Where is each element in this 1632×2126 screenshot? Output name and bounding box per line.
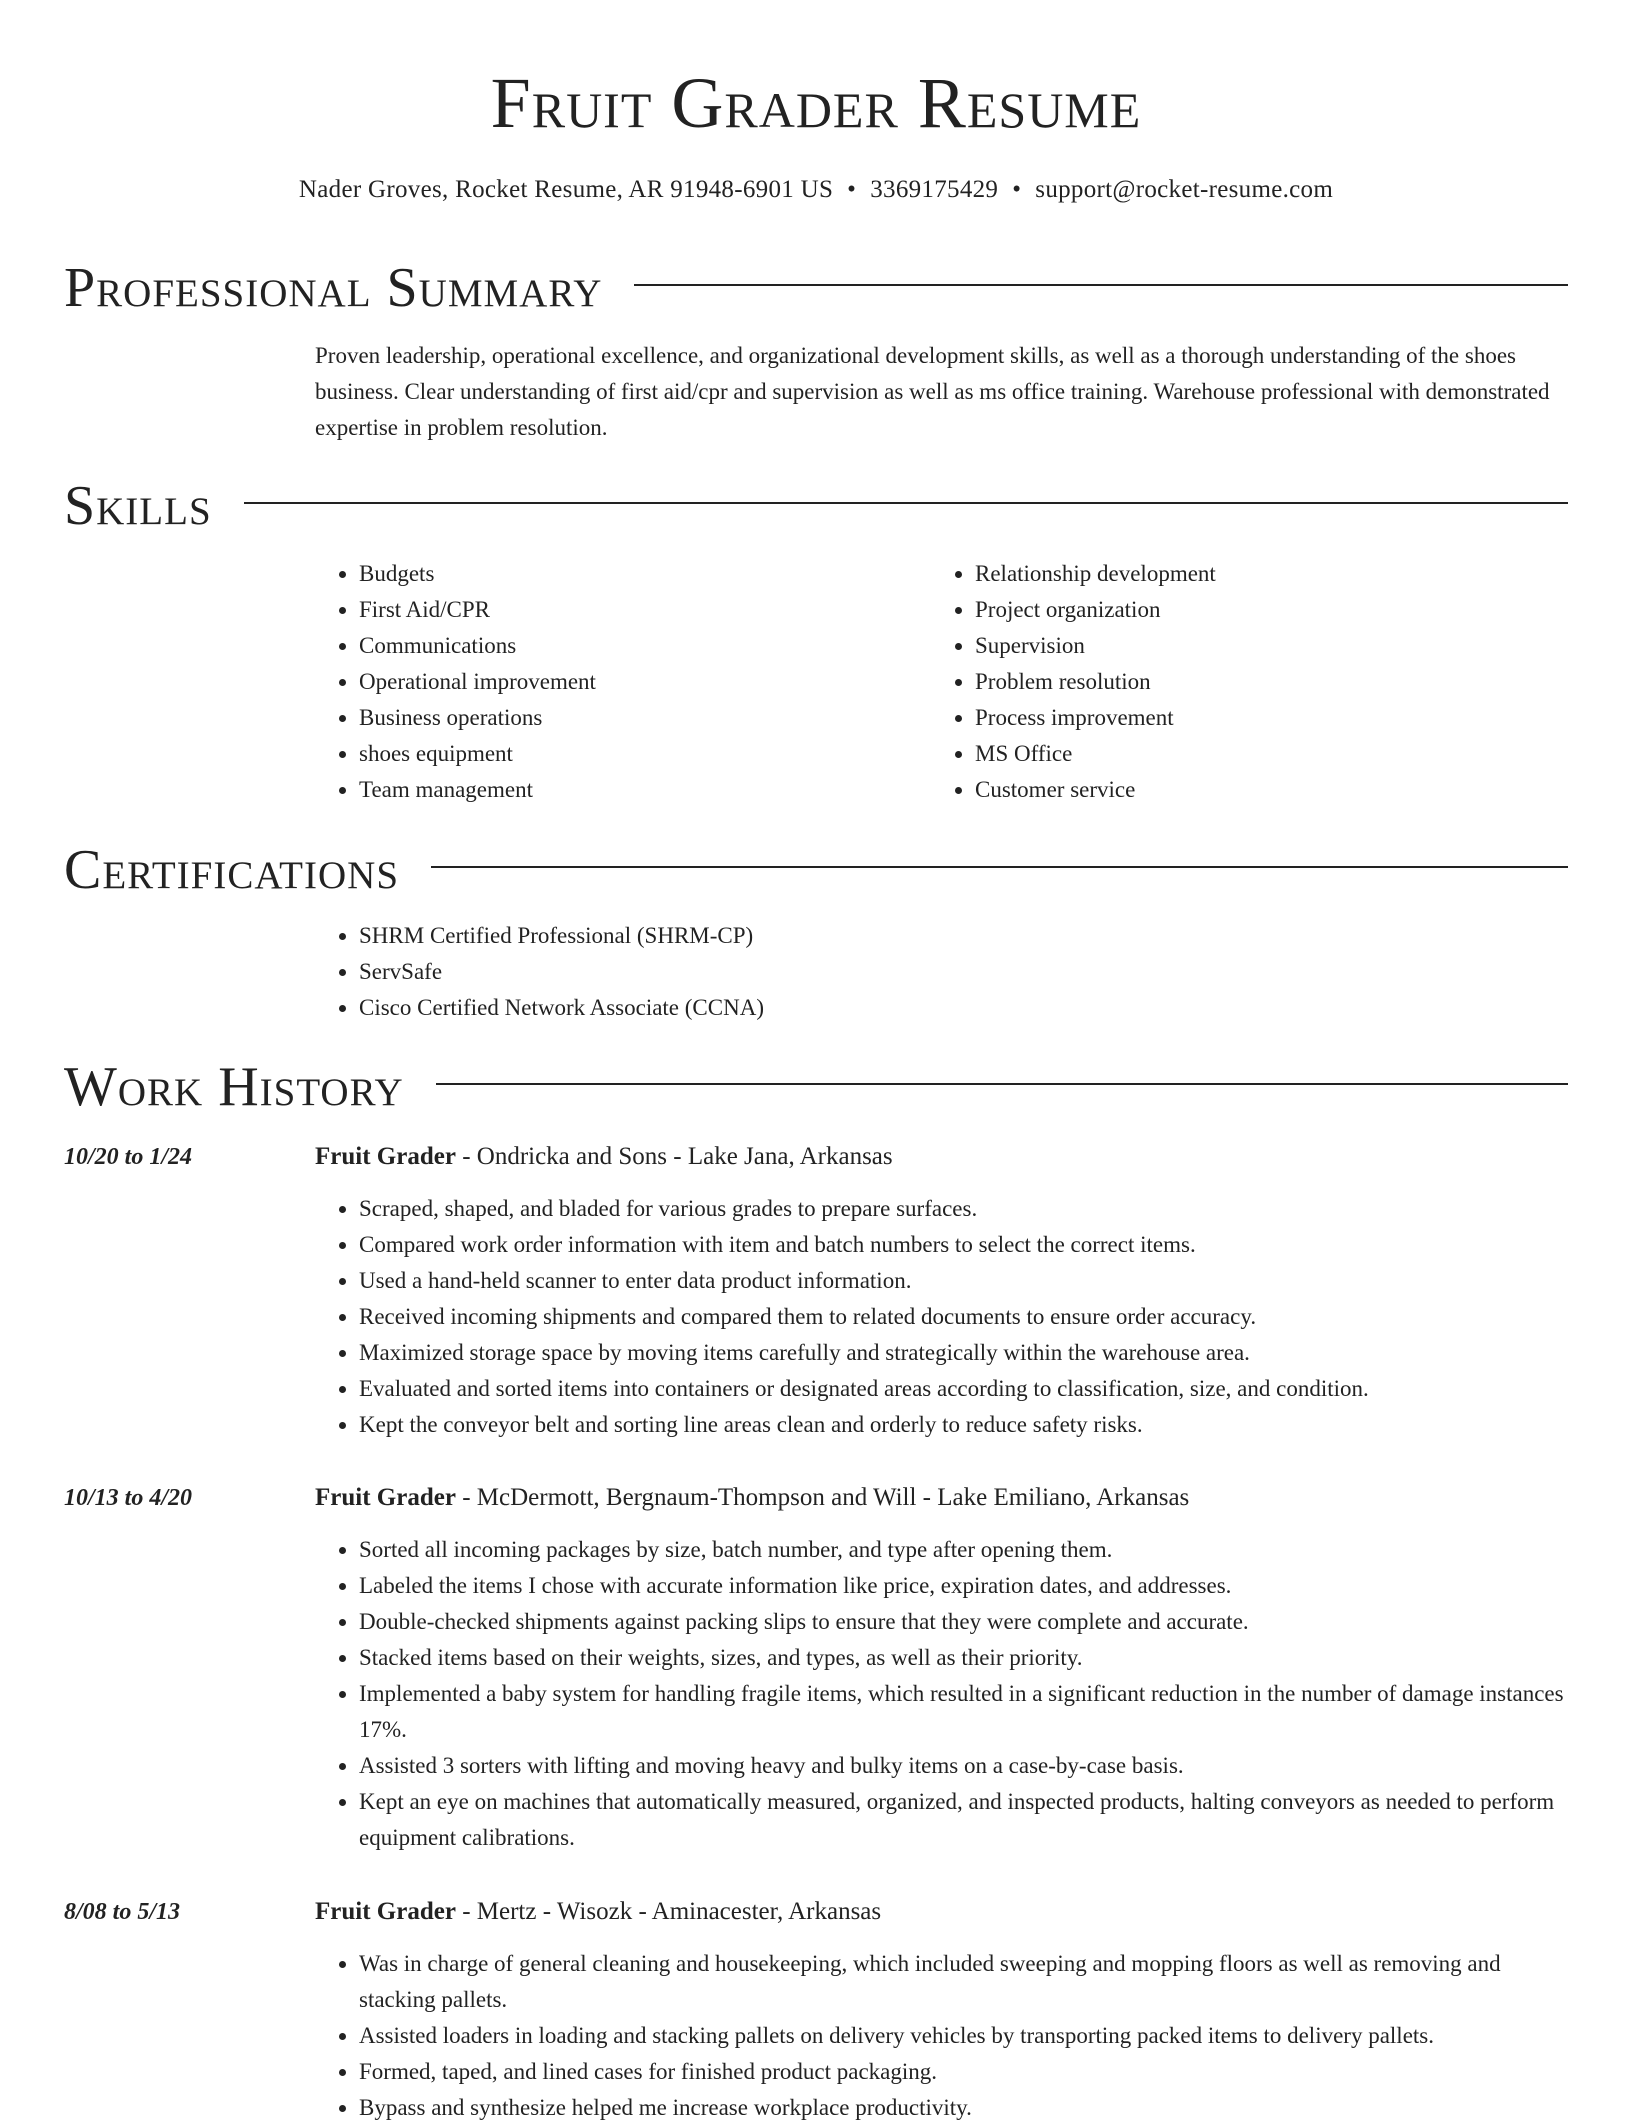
- job-details: - Mertz - Wisozk - Aminacester, Arkansas: [455, 1898, 882, 1925]
- skill-item: • Operational improvement: [359, 664, 931, 700]
- resume-title: Fruit Grader Resume: [490, 63, 1142, 143]
- skill-item: • Process improvement: [975, 700, 1547, 736]
- job-bullet: • Kept an eye on machines that automatically measured, organized, and inspected products, halting conveyors as needed to perform equipment calibrations.: [359, 1784, 1568, 1856]
- contact-phone: 3369175429: [870, 176, 999, 203]
- job-bullet: • Received incoming shipments and compared them to related documents to ensure order accuracy.: [359, 1299, 1568, 1335]
- summary-section-header: [64, 256, 1568, 320]
- job-dates: 10/13 to 4/20: [64, 1485, 193, 1511]
- certification-item: • Cisco Certified Network Associate (CCNA): [359, 990, 1568, 1026]
- job-bullet: • Assisted 3 sorters with lifting and moving heavy and bulky items on a case-by-case basis.: [359, 1748, 1568, 1784]
- job-header: [315, 1480, 1189, 1516]
- certifications-heading: Certifications: [64, 839, 400, 901]
- job-role: Fruit Grader: [315, 1143, 456, 1170]
- skills-list: [315, 556, 1568, 808]
- work-history-heading: Work History: [64, 1056, 404, 1118]
- job-bullet: • Assisted loaders in loading and stacking pallets on delivery vehicles by transporting packed items to delivery pallets.: [359, 2018, 1568, 2054]
- work-history-section-header: [64, 1055, 1568, 1119]
- job-bullets: [315, 1532, 1568, 1856]
- job-bullet: • Formed, taped, and lined cases for finished product packaging.: [359, 2054, 1568, 2090]
- contact-separator: •: [847, 176, 857, 203]
- job-bullet: • Evaluated and sorted items into containers or designated areas according to classification, size, and condition.: [359, 1371, 1568, 1407]
- skill-item: • Communications: [359, 628, 931, 664]
- skill-item: • shoes equipment: [359, 736, 931, 772]
- job-bullet: • Was in charge of general cleaning and housekeeping, which included sweeping and mopping floors as well as removing and stacking pallets.: [359, 1946, 1568, 2018]
- job-bullet: • Stacked items based on their weights, sizes, and types, as well as their priority.: [359, 1640, 1568, 1676]
- job-bullet: • Sorted all incoming packages by size, batch number, and type after opening them.: [359, 1532, 1568, 1568]
- skill-item: • Project organization: [975, 592, 1547, 628]
- job-header: [315, 1139, 893, 1175]
- skills-column-left: [315, 556, 931, 808]
- certifications-section-header: [64, 838, 1568, 902]
- contact-email[interactable]: support@rocket-resume.com: [1035, 176, 1334, 203]
- job-details: - Ondricka and Sons - Lake Jana, Arkansas: [455, 1143, 893, 1170]
- job-bullet: • Kept the conveyor belt and sorting line areas clean and orderly to reduce safety risks.: [359, 1407, 1568, 1443]
- skill-item: • Team management: [359, 772, 931, 808]
- job-bullets: [315, 1946, 1568, 2126]
- summary-text: Proven leadership, operational excellence, and organizational development skills, as well as a thorough understanding of the shoes business. Clear understanding of first aid/cpr and supervision as well as ms office training. Warehouse professional with demonstrated expertise in problem resolution.: [315, 343, 1550, 440]
- job-bullet: • Labeled the items I chose with accurate information like price, expiration dates, and addresses.: [359, 1568, 1568, 1604]
- certifications-list: [315, 918, 1568, 1026]
- certification-item: • ServSafe: [359, 954, 1568, 990]
- skill-item: • Supervision: [975, 628, 1547, 664]
- job-bullet: • Double-checked shipments against packing slips to ensure that they were complete and accurate.: [359, 1604, 1568, 1640]
- job-bullet: • Used a hand-held scanner to enter data product information.: [359, 1263, 1568, 1299]
- job-header: [315, 1894, 881, 1930]
- skill-item: • MS Office: [975, 736, 1547, 772]
- section-divider: [431, 866, 1568, 868]
- contact-address: Nader Groves, Rocket Resume, AR 91948-6901 US: [298, 176, 834, 203]
- job-bullet: • Compared work order information with item and batch numbers to select the correct items.: [359, 1227, 1568, 1263]
- skill-item: • Budgets: [359, 556, 931, 592]
- section-divider: [244, 502, 1568, 504]
- job-role: Fruit Grader: [315, 1484, 456, 1511]
- job-role: Fruit Grader: [315, 1898, 456, 1925]
- skills-section-header: [64, 474, 1568, 538]
- job-details: - McDermott, Bergnaum-Thompson and Will - Lake Emiliano, Arkansas: [455, 1484, 1190, 1511]
- job-bullets: [315, 1191, 1568, 1443]
- section-divider: [634, 284, 1568, 286]
- skills-column-right: [931, 556, 1547, 808]
- section-divider: [436, 1083, 1568, 1085]
- job-dates: 8/08 to 5/13: [64, 1899, 181, 1925]
- skill-item: • Business operations: [359, 700, 931, 736]
- skills-heading: Skills: [64, 475, 212, 537]
- summary-heading: Professional Summary: [64, 257, 603, 319]
- skill-item: • First Aid/CPR: [359, 592, 931, 628]
- skill-item: • Customer service: [975, 772, 1547, 808]
- job-bullet: • Maximized storage space by moving items carefully and strategically within the warehouse area.: [359, 1335, 1568, 1371]
- job-bullet: • Implemented a baby system for handling fragile items, which resulted in a significant reduction in the number of damage instances 17%.: [359, 1676, 1568, 1748]
- job-bullet: • Scraped, shaped, and bladed for various grades to prepare surfaces.: [359, 1191, 1568, 1227]
- contact-line: [64, 172, 1568, 208]
- skill-item: • Relationship development: [975, 556, 1547, 592]
- job-bullet: • Bypass and synthesize helped me increase workplace productivity.: [359, 2090, 1568, 2126]
- job-dates: 10/20 to 1/24: [64, 1144, 193, 1170]
- skill-item: • Problem resolution: [975, 664, 1547, 700]
- contact-separator: •: [1012, 176, 1022, 203]
- certification-item: • SHRM Certified Professional (SHRM-CP): [359, 918, 1568, 954]
